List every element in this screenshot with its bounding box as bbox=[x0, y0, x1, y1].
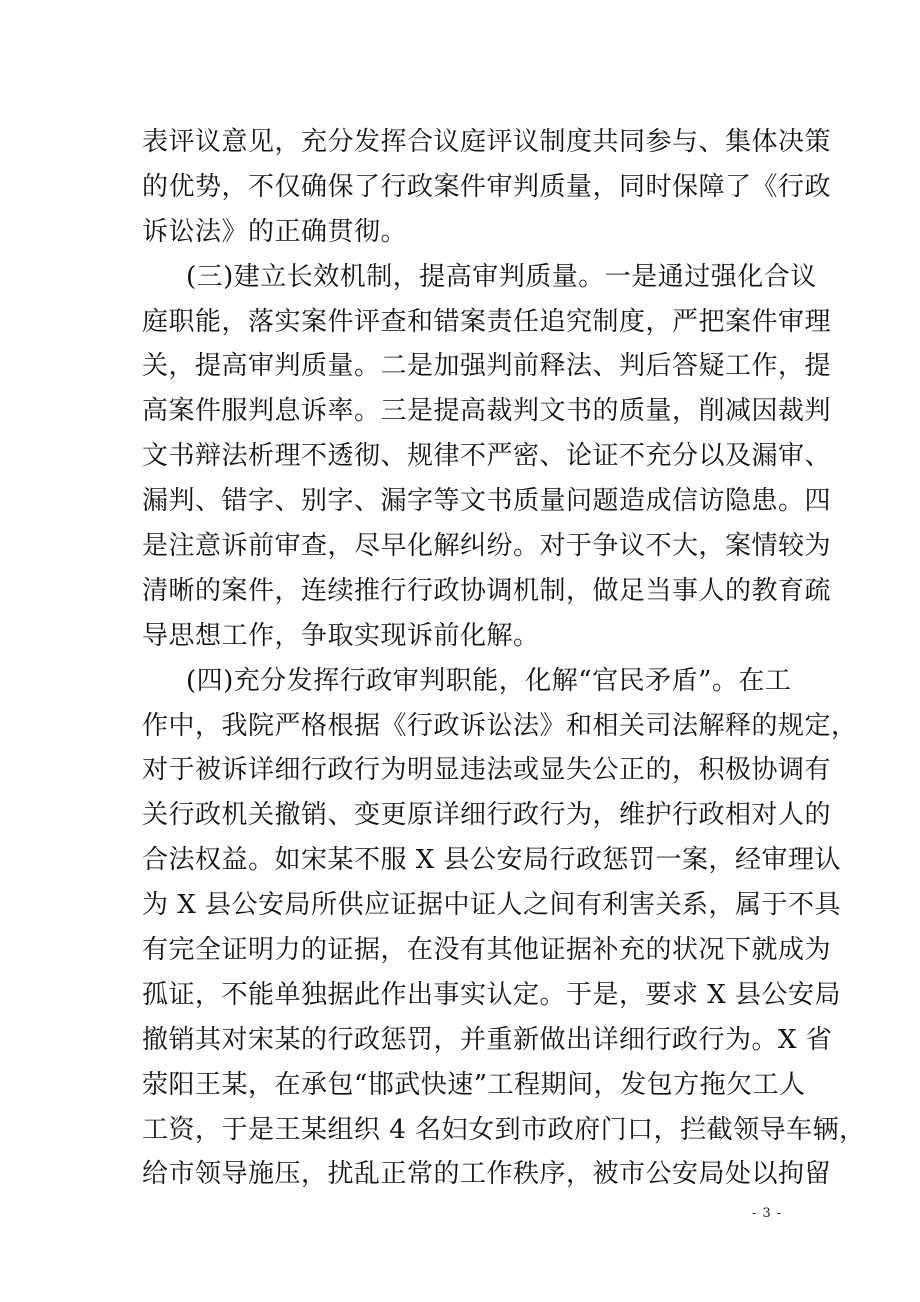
text-line: 文书辩法析理不透彻、规律不严密、论证不充分以及漏审、 bbox=[142, 441, 832, 472]
text-line: 庭职能，落实案件评查和错案责任追究制度，严把案件审理 bbox=[142, 306, 832, 337]
text-line: 撤销其对宋某的行政惩罚，并重新做出详细行政行为。X 省 bbox=[142, 1024, 833, 1055]
text-line: 清晰的案件，连续推行行政协调机制，做足当事人的教育疏 bbox=[142, 575, 832, 606]
text-line: 孤证，不能单独据此作出事实认定。于是，要求 X 县公安局 bbox=[142, 979, 842, 1010]
text-line: 导思想工作，争取实现诉前化解。 bbox=[142, 620, 540, 651]
text-line: 有完全证明力的证据，在没有其他证据补充的状况下就成为 bbox=[142, 935, 832, 966]
text-line: 关行政机关撤销、变更原详细行政行为，维护行政相对人的 bbox=[142, 800, 832, 831]
text-line: (三)建立长效机制，提高审判质量。一是通过强化合议 bbox=[186, 261, 817, 292]
text-line: 的优势，不仅确保了行政案件审判质量，同时保障了《行政 bbox=[142, 171, 832, 202]
text-line: 为 X 县公安局所供应证据中证人之间有利害关系，属于不具 bbox=[142, 890, 842, 921]
text-line: 是注意诉前审查，尽早化解纠纷。对于争议不大，案情较为 bbox=[142, 531, 832, 562]
text-line: (四)充分发挥行政审判职能，化解“官民矛盾”。在工 bbox=[186, 665, 792, 696]
text-line: 诉讼法》的正确贯彻。 bbox=[142, 216, 408, 247]
text-line: 作中，我院严格根据《行政诉讼法》和相关司法解释的规定， bbox=[142, 710, 858, 741]
text-line: 高案件服判息诉率。三是提高裁判文书的质量，削减因裁判 bbox=[142, 396, 832, 427]
body-text bbox=[142, 120, 866, 1197]
text-line: 表评议意见，充分发挥合议庭评议制度共同参与、集体决策 bbox=[142, 127, 832, 157]
text-line: 关，提高审判质量。二是加强判前释法、判后答疑工作，提 bbox=[142, 351, 832, 382]
page-number: - 3 - bbox=[752, 1206, 783, 1221]
text-line: 漏判、错字、别字、漏字等文书质量问题造成信访隐患。四 bbox=[142, 486, 832, 517]
text-line: 对于被诉详细行政行为明显违法或显失公正的，积极协调有 bbox=[142, 755, 832, 786]
text-line: 荥阳王某，在承包“邯武快速”工程期间，发包方拖欠工人 bbox=[142, 1069, 806, 1100]
text-line: 给市领导施压，扰乱正常的工作秩序，被市公安局处以拘留 bbox=[142, 1159, 832, 1190]
text-line: 工资，于是王某组织 4 名妇女到市政府门口，拦截领导车辆， bbox=[142, 1114, 866, 1145]
text-line: 合法权益。如宋某不服 X 县公安局行政惩罚一案，经审理认 bbox=[142, 845, 842, 876]
